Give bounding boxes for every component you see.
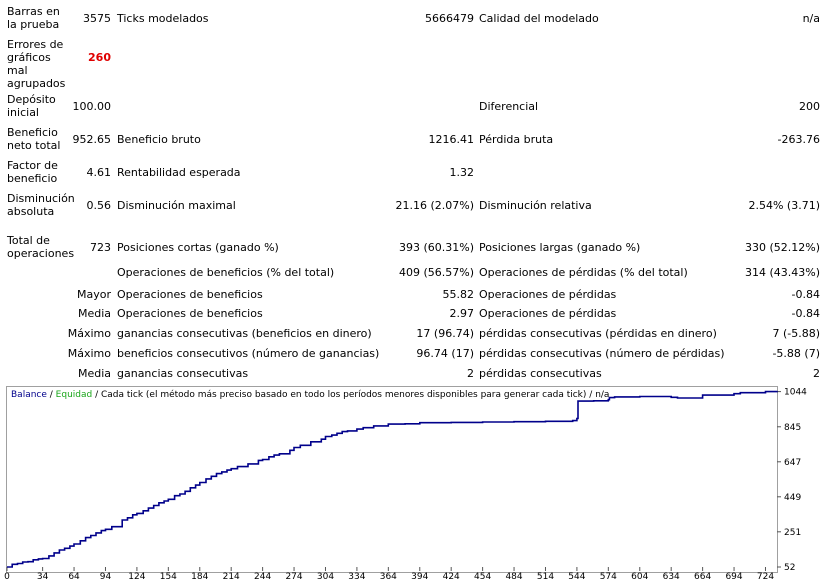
bars-value: 3575 bbox=[83, 12, 111, 25]
short-positions-value: 393 (60.31%) bbox=[398, 241, 474, 254]
gross-loss-value: -263.76 bbox=[777, 133, 820, 146]
average-loss-label: Operaciones de pérdidas bbox=[479, 307, 617, 320]
largest-profit-value: 55.82 bbox=[442, 288, 474, 301]
profit-trades-value: 409 (56.57%) bbox=[398, 266, 474, 279]
x-tick-label: 424 bbox=[442, 572, 460, 581]
maximal-consec-loss-label: pérdidas consecutivas (número de pérdidas) bbox=[479, 347, 725, 360]
y-tick-label: 449 bbox=[784, 492, 802, 503]
legend-separator: / bbox=[46, 390, 56, 400]
max-consec-wins-value: 17 (96.74) bbox=[416, 327, 474, 340]
legend-separator: / bbox=[586, 390, 596, 400]
y-tick-label: 251 bbox=[784, 527, 802, 538]
x-tick-label: 124 bbox=[128, 572, 146, 581]
bars-label: Barras en la prueba bbox=[7, 5, 60, 31]
x-tick-label: 334 bbox=[348, 572, 366, 581]
maximal-label: Máximo bbox=[67, 347, 111, 360]
short-positions-label: Posiciones cortas (ganado %) bbox=[117, 241, 279, 254]
x-tick-label: 64 bbox=[68, 572, 80, 581]
largest-label: Mayor bbox=[77, 288, 111, 301]
x-tick-label: 94 bbox=[99, 572, 112, 581]
average-loss-value: -0.84 bbox=[791, 307, 820, 320]
loss-trades-label: Operaciones de pérdidas (% del total) bbox=[479, 266, 688, 279]
avg-consec-losses-label: pérdidas consecutivas bbox=[479, 367, 602, 380]
x-tick-label: 244 bbox=[254, 572, 272, 581]
loss-trades-value: 314 (43.43%) bbox=[744, 266, 820, 279]
x-tick-label: 394 bbox=[411, 572, 429, 581]
x-tick-label: 184 bbox=[191, 572, 209, 581]
maximum-label: Máximo bbox=[67, 327, 111, 340]
x-tick-label: 724 bbox=[756, 572, 775, 581]
x-tick-label: 34 bbox=[36, 572, 49, 581]
largest-loss-value: -0.84 bbox=[791, 288, 820, 301]
y-tick-label: 845 bbox=[784, 422, 802, 433]
maximal-consec-profit-value: 96.74 (17) bbox=[416, 347, 474, 360]
x-tick-label: 454 bbox=[474, 572, 492, 581]
max-drawdown-value: 21.16 (2.07%) bbox=[395, 199, 474, 212]
total-trades-label: Total de operaciones bbox=[7, 234, 75, 260]
long-positions-value: 330 (52.12%) bbox=[744, 241, 820, 254]
average-label: Media bbox=[77, 307, 111, 320]
x-tick-label: 304 bbox=[316, 572, 335, 581]
balance-chart bbox=[6, 386, 778, 573]
spread-label: Diferencial bbox=[479, 100, 539, 113]
spread-value: 200 bbox=[799, 100, 820, 113]
max-consec-wins-label: ganancias consecutivas (beneficios en dinero) bbox=[117, 327, 372, 340]
max-drawdown-label: Disminución maximal bbox=[117, 199, 236, 212]
legend-quality: n/a bbox=[595, 390, 610, 400]
avg-consec-label: Media bbox=[77, 367, 111, 380]
abs-drawdown-label: Disminución absoluta bbox=[7, 192, 75, 218]
y-tick-label: 52 bbox=[784, 563, 796, 573]
abs-drawdown-value: 0.56 bbox=[86, 199, 111, 212]
gross-profit-value: 1216.41 bbox=[428, 133, 474, 146]
legend-balance: Balance bbox=[11, 390, 47, 400]
profit-factor-label: Factor de beneficio bbox=[7, 159, 58, 185]
x-tick-label: 604 bbox=[631, 572, 649, 581]
largest-loss-label: Operaciones de pérdidas bbox=[479, 288, 617, 301]
gross-loss-label: Pérdida bruta bbox=[479, 133, 554, 146]
rel-drawdown-label: Disminución relativa bbox=[479, 199, 592, 212]
deposit-label: Depósito inicial bbox=[7, 93, 56, 119]
x-tick-label: 514 bbox=[536, 572, 555, 581]
y-tick-label: 1044 bbox=[784, 387, 807, 398]
quality-value: n/a bbox=[802, 12, 820, 25]
y-tick-label: 647 bbox=[784, 457, 802, 468]
avg-consec-losses-value: 2 bbox=[813, 367, 820, 380]
legend-model: Cada tick (el método más preciso basado en todo los períodos menores disponibles para generar cada tick) bbox=[100, 390, 587, 400]
rel-drawdown-value: 2.54% (3.71) bbox=[748, 199, 820, 212]
x-tick-label: 484 bbox=[505, 572, 523, 581]
x-tick-label: 574 bbox=[599, 572, 617, 581]
legend-equity: Equidad bbox=[55, 390, 93, 400]
chart-legend bbox=[11, 390, 609, 400]
legend-separator: / bbox=[92, 390, 101, 400]
net-profit-label: Beneficio neto total bbox=[7, 126, 61, 152]
max-consec-losses-label: pérdidas consecutivas (pérdidas en dinero) bbox=[479, 327, 717, 340]
x-tick-label: 0 bbox=[4, 572, 10, 581]
errors-label: Errores de gráficos mal agrupados bbox=[7, 38, 66, 90]
gross-profit-label: Beneficio bruto bbox=[117, 133, 201, 146]
x-tick-label: 154 bbox=[159, 572, 177, 581]
x-tick-label: 634 bbox=[662, 572, 680, 581]
long-positions-label: Posiciones largas (ganado %) bbox=[479, 241, 641, 254]
x-tick-label: 664 bbox=[694, 572, 712, 581]
expected-payoff-label: Rentabilidad esperada bbox=[117, 166, 241, 179]
average-profit-label: Operaciones de beneficios bbox=[117, 307, 263, 320]
expected-payoff-value: 1.32 bbox=[449, 166, 474, 179]
profit-trades-label: Operaciones de beneficios (% del total) bbox=[117, 266, 335, 279]
max-consec-losses-value: 7 (-5.88) bbox=[772, 327, 820, 340]
ticks-value: 5666479 bbox=[425, 12, 474, 25]
errors-value: 260 bbox=[88, 51, 111, 64]
quality-label: Calidad del modelado bbox=[479, 12, 599, 25]
ticks-label: Ticks modelados bbox=[117, 12, 209, 25]
x-tick-label: 274 bbox=[285, 572, 303, 581]
net-profit-value: 952.65 bbox=[72, 133, 111, 146]
x-tick-label: 214 bbox=[222, 572, 240, 581]
largest-profit-label: Operaciones de beneficios bbox=[117, 288, 263, 301]
deposit-value: 100.00 bbox=[72, 100, 111, 113]
total-trades-value: 723 bbox=[90, 241, 111, 254]
maximal-consec-loss-value: -5.88 (7) bbox=[772, 347, 820, 360]
maximal-consec-profit-label: beneficios consecutivos (número de ganancias) bbox=[117, 347, 380, 360]
x-tick-label: 544 bbox=[568, 572, 586, 581]
average-profit-value: 2.97 bbox=[449, 307, 474, 320]
x-tick-label: 694 bbox=[725, 572, 743, 581]
avg-consec-wins-value: 2 bbox=[467, 367, 474, 380]
x-tick-label: 364 bbox=[379, 572, 397, 581]
profit-factor-value: 4.61 bbox=[86, 166, 111, 179]
avg-consec-wins-label: ganancias consecutivas bbox=[117, 367, 249, 380]
